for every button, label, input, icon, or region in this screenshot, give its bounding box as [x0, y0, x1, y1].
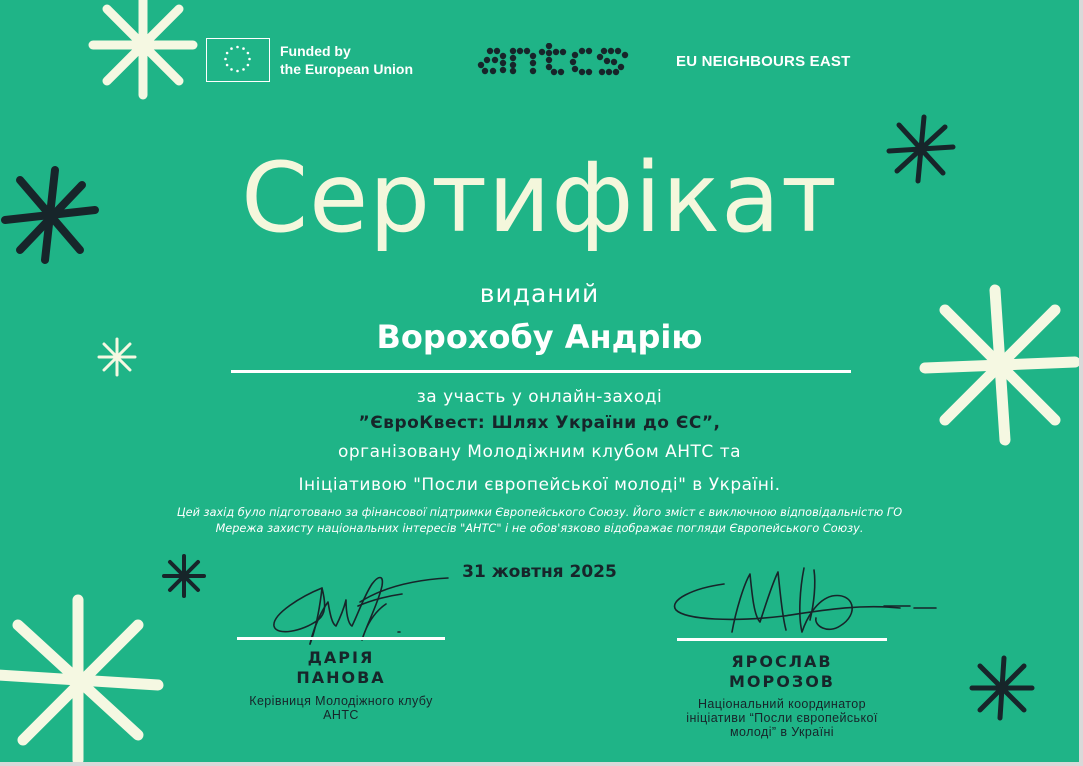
page-shadow-bottom: [0, 762, 1083, 766]
right-signatory-role: [632, 697, 932, 739]
issued-label: виданий: [479, 279, 600, 308]
eu-funding-line-1: Funded by: [280, 43, 351, 59]
right-role-line-3: молоді” в Україні: [730, 725, 834, 739]
star-dark-bottom-right-icon: [966, 652, 1038, 724]
left-signatory-last-name: ПАНОВА: [296, 668, 386, 687]
certificate-date: 31 жовтня 2025: [462, 562, 617, 582]
star-light-bottom-left-icon: [0, 590, 168, 762]
antc-logo: [477, 43, 629, 79]
right-signature-line: [677, 638, 887, 641]
right-role-line-1: Національний координатор: [698, 697, 866, 711]
right-signatory-last-name: МОРОЗОВ: [728, 672, 835, 691]
eu-neighbours-east-label: EU NEIGHBOURS EAST: [676, 53, 851, 70]
event-name: ”ЄвроКвест: Шлях України до ЄС”,: [358, 413, 721, 433]
left-role-line-2: АНТС: [323, 708, 359, 722]
eu-flag-icon: [206, 38, 270, 82]
certificate-title: Сертифікат: [241, 142, 838, 254]
left-signatory-name: [237, 648, 445, 688]
right-signatory-name: [677, 652, 887, 692]
star-light-top-left-icon: [88, 0, 198, 100]
page-shadow-right: [1079, 0, 1083, 766]
disclaimer-line-1: Цей захід було підготовано за фінансової підтримки Європейського Союзу. Його зміст є виключною відповідальністю ГО: [176, 506, 903, 519]
recipient-underline: [231, 370, 851, 373]
left-signatory-role: [212, 694, 470, 722]
right-signatory-first-name: ЯРОСЛАВ: [731, 652, 833, 671]
eu-funding-line-2: the European Union: [280, 61, 413, 77]
left-signature-line: [237, 637, 445, 640]
eu-funding-text: [280, 42, 413, 78]
organizer-line-1: організовану Молодіжним клубом АНТС та: [337, 442, 742, 462]
left-signatory-first-name: ДАРІЯ: [307, 648, 375, 667]
recipient-name: Ворохобу Андрію: [376, 318, 703, 356]
left-role-line-1: Керівниця Молодіжного клубу: [249, 694, 433, 708]
right-signature: [664, 560, 940, 650]
right-role-line-2: ініціативи “Посли європейської: [686, 711, 878, 725]
participation-line: за участь у онлайн-заході: [416, 387, 663, 407]
organizer-line-2: Ініціативою "Посли європейської молоді" в Україні.: [298, 475, 781, 495]
disclaimer-line-2: Мережа захисту національних інтересів "АНТС" і не обов'язково відображає погляди Європейського Союзу.: [215, 522, 864, 535]
